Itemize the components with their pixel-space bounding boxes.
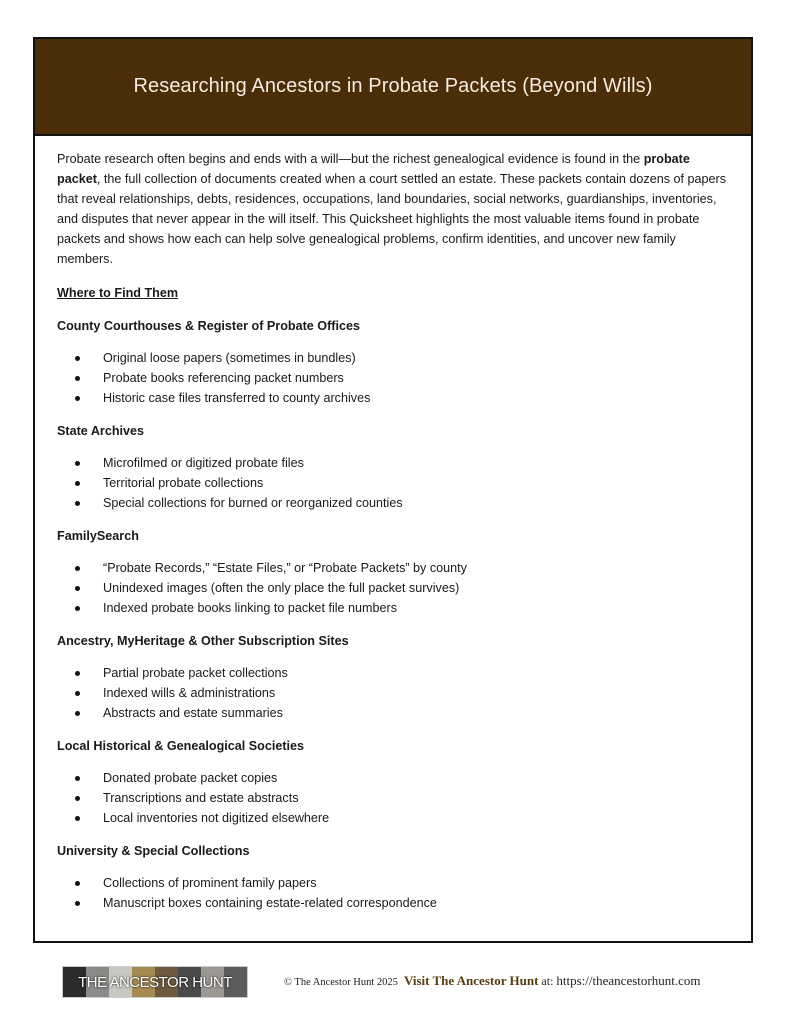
section-heading-where-to-find: Where to Find Them <box>57 286 179 300</box>
list-item: Territorial probate collections <box>57 473 729 493</box>
intro-paragraph <box>57 149 729 269</box>
list-item: Original loose papers (sometimes in bundles) <box>57 348 729 368</box>
group-title: FamilySearch <box>57 529 139 543</box>
bullet-icon <box>75 671 80 676</box>
bullet-icon <box>75 481 80 486</box>
list-item: Local inventories not digitized elsewhere <box>57 808 729 828</box>
list-item: Probate books referencing packet numbers <box>57 368 729 388</box>
list-item: Donated probate packet copies <box>57 768 729 788</box>
list-item: Historic case files transferred to county archives <box>57 388 729 408</box>
bullet-icon <box>75 711 80 716</box>
group-title: University & Special Collections <box>57 844 250 858</box>
list-item: Abstracts and estate summaries <box>57 703 729 723</box>
group-title: State Archives <box>57 424 145 438</box>
bullet-icon <box>75 586 80 591</box>
list-item: Manuscript boxes containing estate-related correspondence <box>57 893 729 913</box>
bullet-icon <box>75 881 80 886</box>
bullet-list <box>57 558 729 618</box>
quicksheet-frame <box>33 37 753 943</box>
bullet-list <box>57 768 729 828</box>
intro-text-1: Probate research often begins and ends with a will—but the richest genealogical evidence is found in the <box>57 152 644 166</box>
group-local-societies <box>57 736 729 828</box>
list-item: Indexed wills & administrations <box>57 683 729 703</box>
bullet-icon <box>75 816 80 821</box>
intro-bold-term: probate packet <box>57 152 690 186</box>
visit-link[interactable]: Visit The Ancestor Hunt <box>403 973 539 988</box>
bullet-list <box>57 663 729 723</box>
list-item: Transcriptions and estate abstracts <box>57 788 729 808</box>
bullet-icon <box>75 376 80 381</box>
list-item: Collections of prominent family papers <box>57 873 729 893</box>
bullet-icon <box>75 461 80 466</box>
list-item: Special collections for burned or reorganized counties <box>57 493 729 513</box>
intro-text-2: , the full collection of documents created when a court settled an estate. These packets contain dozens of papers that reveal relationships, debts, residences, occupations, land boundaries, social networks, guardianships, inventories, and disputes that never appear in the will itself. This Quicksheet highlights the most valuable items found in probate packets and shows how each can help solve genealogical problems, confirm identities, and uncover new family members. <box>57 172 727 266</box>
group-title: County Courthouses & Register of Probate Offices <box>57 319 360 333</box>
bullet-icon <box>75 606 80 611</box>
bullet-list <box>57 873 729 913</box>
list-item: Indexed probate books linking to packet file numbers <box>57 598 729 618</box>
page-title: Researching Ancestors in Probate Packets (Beyond Wills) <box>133 75 653 97</box>
bullet-icon <box>75 796 80 801</box>
page-footer <box>0 964 791 1000</box>
bullet-icon <box>75 776 80 781</box>
list-item: Partial probate packet collections <box>57 663 729 683</box>
list-item: Unindexed images (often the only place the full packet survives) <box>57 578 729 598</box>
bullet-icon <box>75 566 80 571</box>
bullet-icon <box>75 396 80 401</box>
copyright-text: © The Ancestor Hunt 2025 <box>284 977 398 988</box>
list-item: Microfilmed or digitized probate files <box>57 453 729 473</box>
group-university-collections <box>57 841 729 913</box>
website-url-link[interactable]: https://theancestorhunt.com <box>556 973 701 988</box>
logo-text: THE ANCESTOR HUNT <box>78 973 232 991</box>
bullet-icon <box>75 901 80 906</box>
group-subscription-sites <box>57 631 729 723</box>
bullet-icon <box>75 501 80 506</box>
footer-credit <box>284 973 700 989</box>
bullet-icon <box>75 356 80 361</box>
bullet-icon <box>75 691 80 696</box>
title-banner <box>35 39 751 136</box>
at-text: at: <box>538 974 557 988</box>
group-state-archives <box>57 421 729 513</box>
group-county-courthouses <box>57 316 729 408</box>
bullet-list <box>57 348 729 408</box>
document-body <box>35 136 751 913</box>
list-item: “Probate Records,” “Estate Files,” or “Probate Packets” by county <box>57 558 729 578</box>
bullet-list <box>57 453 729 513</box>
group-title: Ancestry, MyHeritage & Other Subscription Sites <box>57 634 349 648</box>
ancestor-hunt-logo <box>62 966 248 998</box>
group-familysearch <box>57 526 729 618</box>
group-title: Local Historical & Genealogical Societies <box>57 739 305 753</box>
